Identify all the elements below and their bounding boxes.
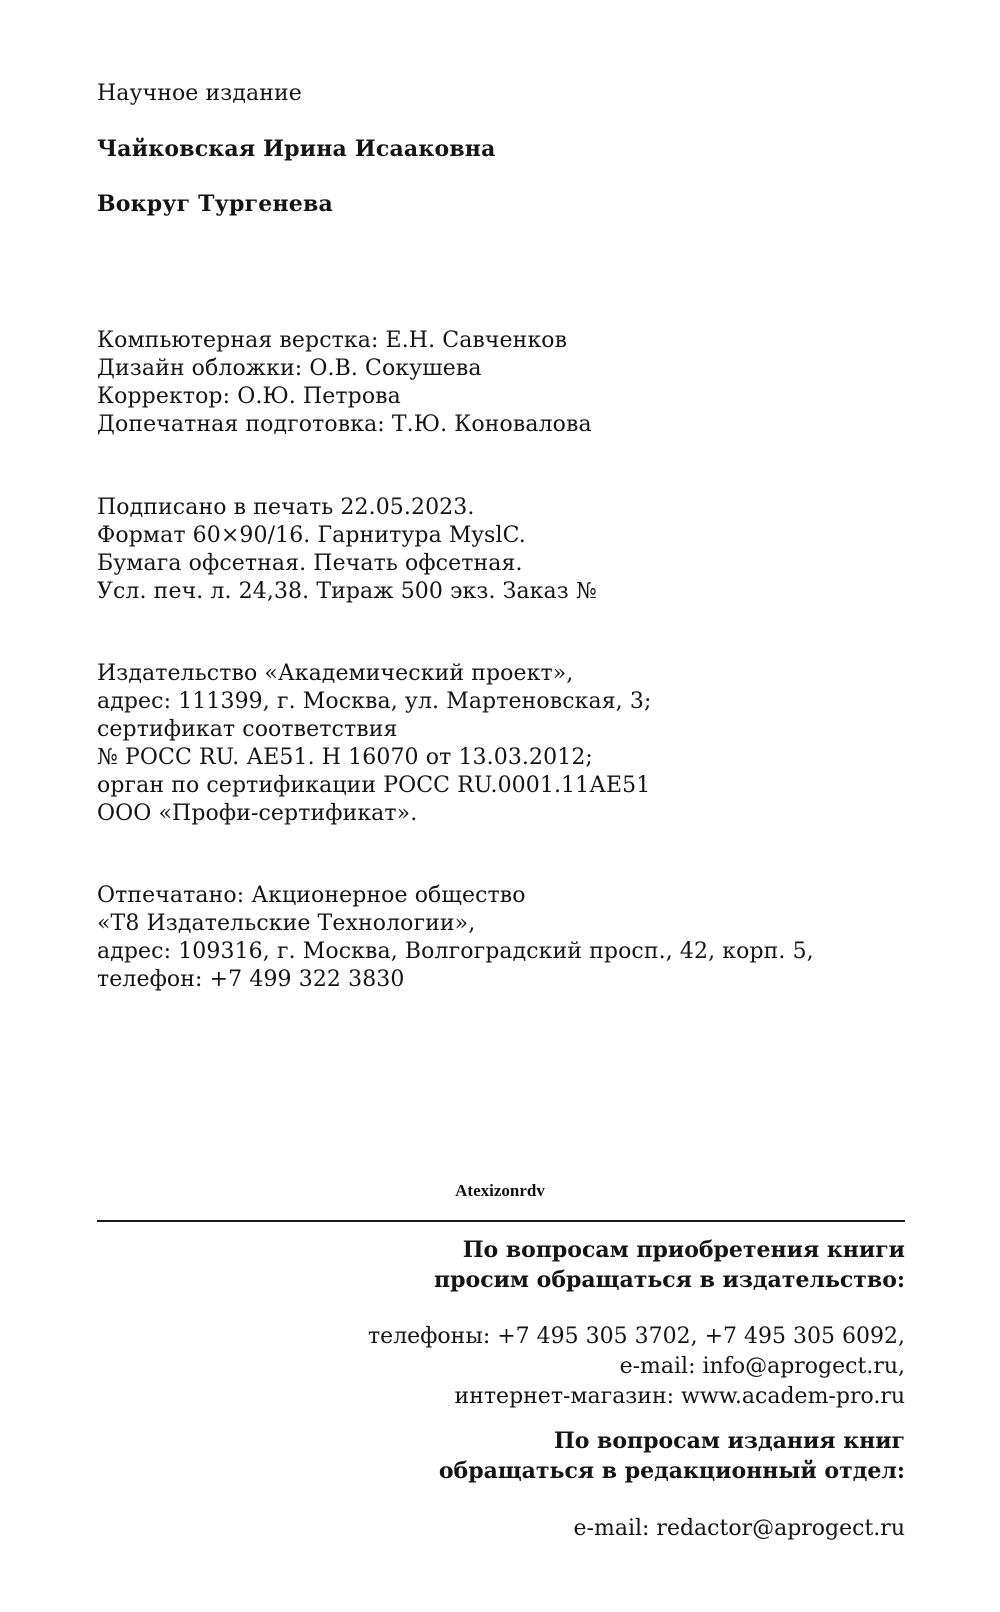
credit-prepress: Допечатная подготовка: Т.Ю. Коновалова: [97, 412, 592, 437]
publisher-certificate: сертификат соответствия: [97, 717, 398, 742]
editorial-heading-line-1: По вопросам издания книг: [553, 1428, 905, 1454]
divider-rule: [97, 1220, 905, 1222]
contact-email: e-mail: info@aprogect.ru,: [619, 1354, 905, 1379]
contact-phones: телефоны: +7 495 305 3702, +7 495 305 6092,: [368, 1324, 905, 1349]
printer-company-name: «Т8 Издательские Технологии»,: [97, 911, 476, 936]
stamp-text: Atexizonrdv: [455, 1181, 545, 1200]
print-signed-date: Подписано в печать 22.05.2023.: [97, 495, 475, 520]
credit-layout: Компьютерная верстка: Е.Н. Савченков: [97, 328, 568, 353]
publisher-certifier: ООО «Профи-сертификат».: [97, 801, 418, 826]
credit-cover-design: Дизайн обложки: О.В. Сокушева: [97, 356, 482, 381]
print-paper: Бумага офсетная. Печать офсетная.: [97, 551, 523, 576]
book-title: Вокруг Тургенева: [97, 191, 333, 217]
editorial-heading-line-2: обращаться в редакционный отдел:: [438, 1458, 905, 1484]
print-format: Формат 60×90/16. Гарнитура MyslC.: [97, 523, 526, 548]
author-name: Чайковская Ирина Исааковна: [97, 136, 496, 162]
credit-proofreader: Корректор: О.Ю. Петрова: [97, 384, 401, 409]
purchase-heading-line-1: По вопросам приобретения книги: [462, 1237, 905, 1263]
publisher-certificate-number: № РОСС RU. АЕ51. Н 16070 от 13.03.2012;: [97, 745, 593, 770]
edition-type: Научное издание: [97, 81, 302, 106]
purchase-heading-line-2: просим обращаться в издательство:: [434, 1267, 905, 1293]
publisher-name: Издательство «Академический проект»,: [97, 661, 574, 686]
publisher-certification-body: орган по сертификации РОСС RU.0001.11АЕ51: [97, 773, 651, 798]
printer-address: адрес: 109316, г. Москва, Волгоградский просп., 42, корп. 5,: [97, 939, 814, 964]
print-run: Усл. печ. л. 24,38. Тираж 500 экз. Заказ №: [97, 579, 597, 604]
publisher-address: адрес: 111399, г. Москва, ул. Мартеновская, 3;: [97, 689, 652, 714]
printer-company: Отпечатано: Акционерное общество: [97, 883, 526, 908]
editorial-email: e-mail: redactor@aprogect.ru: [573, 1516, 905, 1541]
printer-phone: телефон: +7 499 322 3830: [97, 967, 405, 992]
contact-shop: интернет-магазин: www.academ-pro.ru: [454, 1384, 905, 1409]
